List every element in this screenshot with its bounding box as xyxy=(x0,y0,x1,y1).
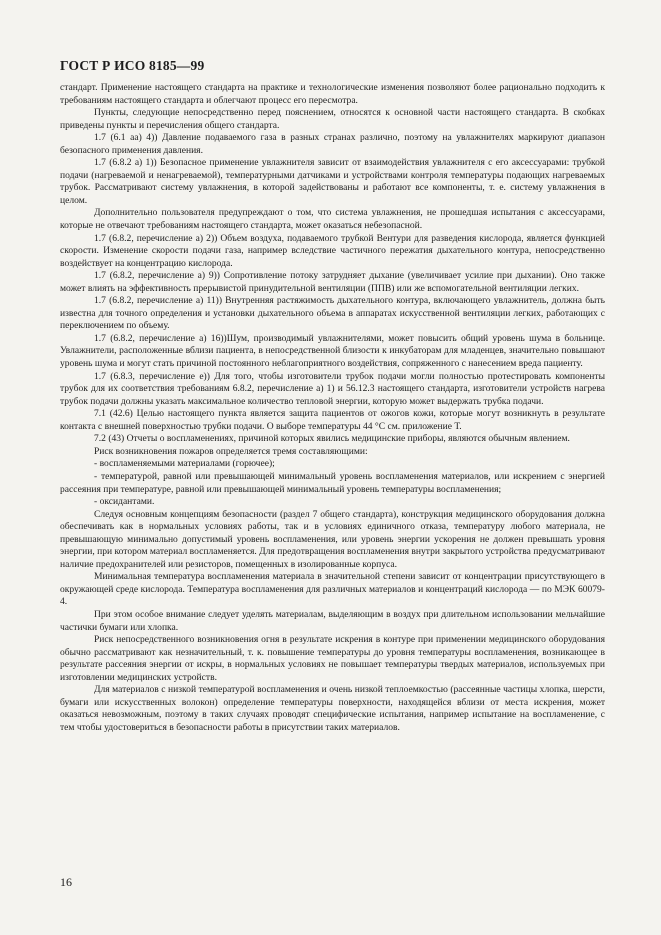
paragraph: 1.7 (6.8.2, перечисление а) 16))Шум, производимый увлажнителями, может повысить общий уровень шума в больнице. Увлажнители, расположенные вблизи пациента, в непосредственной близости к инкубаторам для младенцев, значительно повышают уровень шума и могут стать причиной постоянного неблагоприятного воздействия, сопряженного с нанесением вреда пациенту. xyxy=(60,332,605,370)
standard-header: ГОСТ Р ИСО 8185—99 xyxy=(60,58,205,73)
page-number: 16 xyxy=(60,875,72,889)
paragraph: Риск непосредственного возникновения огня в результате искрения в контуре при применении медицинского оборудования обычно рассматривают как незначительный, т. к. повышение температуры до уровня температуры воспламенения, возникающее в результате рассеяния энергии от искры, в нормальных условиях не повышает температуры твердых материалов, используемых при изготовлении медицинских устройств. xyxy=(60,634,605,683)
paragraph: 1.7 (6.1 аа) 4)) Давление подаваемого газа в разных странах различно, поэтому на увлажнителях маркируют диапазон безопасного применения давления. xyxy=(60,132,605,156)
paragraph: Следуя основным концепциям безопасности (раздел 7 общего стандарта), конструкция медицинского оборудования должна обеспечивать как в нормальных условиях работы, так и в условиях единичного отказа, температуру любого материала, не превышающую минимально допустимый уровень воспламенения, или уровень энергии ускорения не должен превышать уровня энергии, при котором материал воспламеняется. Для предотвращения воспламенения внутри закрытого устройства предусматривают наличие предохранителей или резисторов, помещенных в изолированные корпуса. xyxy=(60,508,606,570)
paragraph: Минимальная температура воспламенения материала в значительной степени зависит от концентрации присутствующего в окружающей среде кислорода. Температура воспламенения для различных материалов и концентраций кислорода — по МЭК 60079-4. xyxy=(60,571,605,608)
document-body xyxy=(60,82,605,734)
paragraph: 1.7 (6.8.2 а) 1)) Безопасное применение увлажнителя зависит от взаимодействия увлажнителя с его аксессуарами: трубкой подачи (нагреваемой и ненагреваемой), температурными датчиками и устройствами контроля температуры подающих нагреваемых трубок. Рассматривают систему увлажнения, в которой задействованы и работают все компоненты, т. е. систему увлажнения в целом. xyxy=(60,157,605,206)
paragraph: Риск возникновения пожаров определяется тремя составляющими: xyxy=(94,445,368,457)
paragraph: - оксидантами. xyxy=(94,496,155,508)
paragraph: При этом особое внимание следует уделять материалам, выделяющим в воздух при длительном использовании мельчайшие частички бумаги или хлопка. xyxy=(60,608,605,633)
paragraph: 1.7 (6.8.3, перечисление е)) Для того, чтобы изготовители трубок подачи могли полностью протестировать компоненты трубок для их соответствия требованиям 6.8.2, перечисление а) 1) и 56.12.3 настоящего стандарта, изготовители устройств нагрева трубок подачи должны указать максимальное количество тепловой энергии, которую может выдержать трубка подачи. xyxy=(60,370,605,407)
paragraph: 1.7 (6.8.2, перечисление а) 9)) Сопротивление потоку затрудняет дыхание (увеличивает усилие при дыхании). Оно также может влиять на эффективность прерывистой принудительной вентиляции (ППВ) или же вспомогательной вентиляции легких. xyxy=(60,270,605,294)
paragraph: - воспламеняемыми материалами (горючее); xyxy=(94,458,275,470)
paragraph: 1.7 (6.8.2, перечисление а) 11)) Внутренняя растяжимость дыхательного контура, включающего увлажнитель, должна быть известна для точного определения и установки дыхательного объема в аппаратах искусственной вентиляции легких, работающих с переключением по объему. xyxy=(60,295,605,332)
paragraph: Пункты, следующие непосредственно перед пояснением, относятся к основной части настоящего стандарта. В скобках приведены пункты и перечисления общего стандарта. xyxy=(60,107,605,131)
paragraph: 7.2 (43) Отчеты о воспламенениях, причиной которых явились медицинские приборы, являются обычным явлением. xyxy=(94,433,570,445)
paragraph: - температурой, равной или превышающей минимальный уровень воспламенения материалов, или искрением с энергией рассеяния при температуре, равной или превышающей минимальный уровень температуры воспламенения; xyxy=(60,470,605,495)
paragraph: 7.1 (42.6) Целью настоящего пункта является защита пациентов от ожогов кожи, которые могут возникнуть в результате контакта с внешней поверхностью трубки подачи. О выборе температуры 44 °С см. приложение Т. xyxy=(60,408,605,432)
paragraph: стандарт. Применение настоящего стандарта на практике и технологические изменения позволяют более рационально подходить к требованиям настоящего стандарта и облегчают процесс его пересмотра. xyxy=(60,82,605,106)
paragraph: Для материалов с низкой температурой воспламенения и очень низкой теплоемкостью (рассеянные частицы хлопка, шерсти, бумаги или искусственных волокон) определение температуры поверхности, находящейся вблизи от места искрения, может оказаться невозможным, поэтому в таких случаях проводят специфические испытания, например испытание на воспламенение, с тем чтобы удостовериться в безопасности работы в присутствии таких материалов. xyxy=(60,684,605,733)
paragraph: Дополнительно пользователя предупреждают о том, что система увлажнения, не прошедшая испытания с аксессуарами, которые не отвечают требованиям настоящего стандарта, может оказаться небезопасной. xyxy=(60,207,605,232)
paragraph: 1.7 (6.8.2, перечисление а) 2)) Объем воздуха, подаваемого трубкой Вентури для разведения кислорода, является функцией скорости. Изменение скорости подачи газа, например вследствие частичного пережатия дыхательного контура, непосредственно воздействует на концентрацию кислорода. xyxy=(60,232,605,269)
